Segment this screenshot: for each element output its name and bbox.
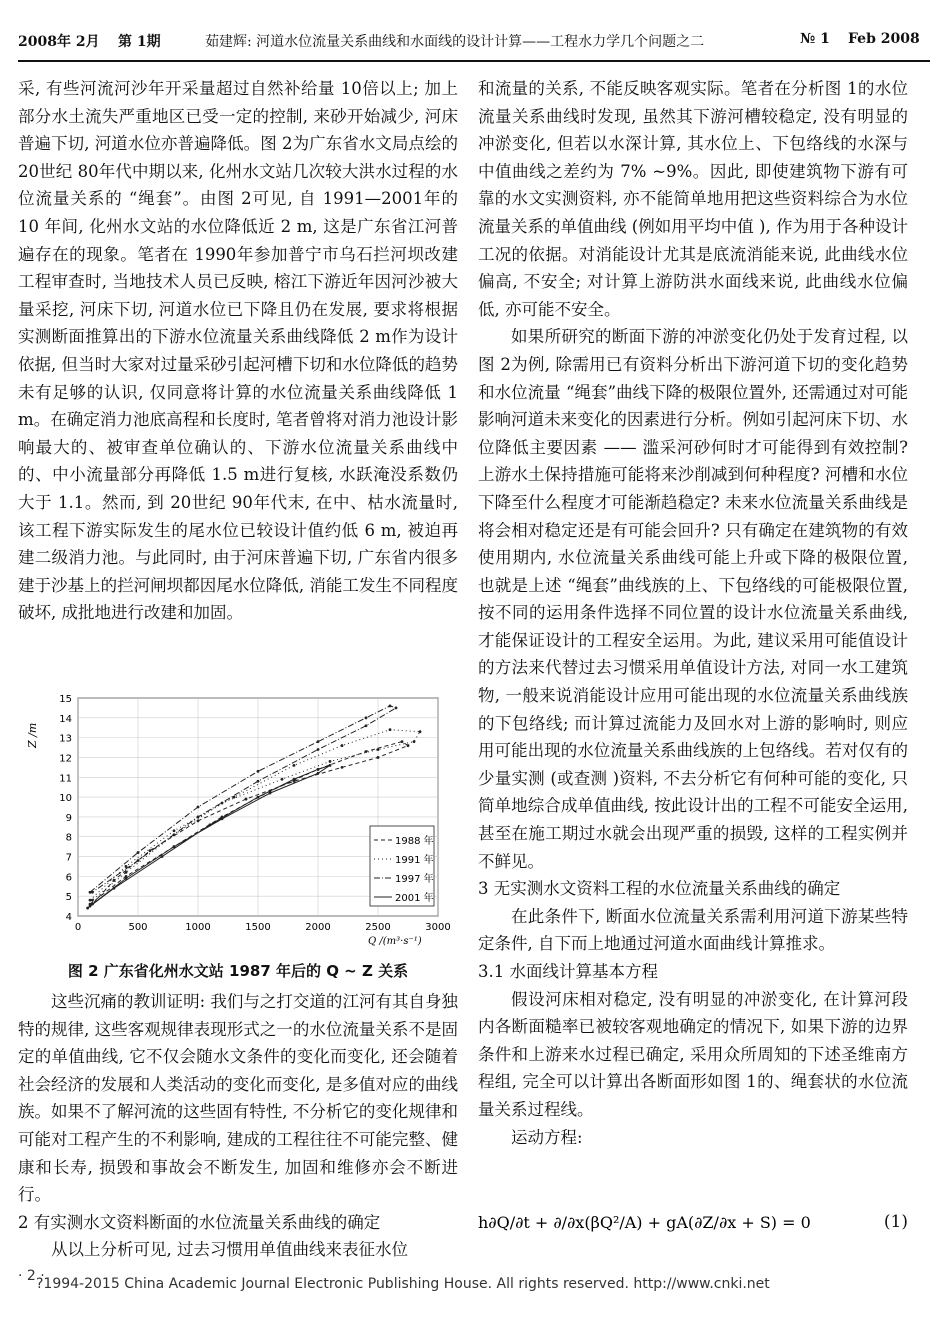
data-point bbox=[197, 806, 200, 809]
data-point bbox=[341, 744, 344, 747]
data-point bbox=[389, 728, 392, 731]
data-point bbox=[257, 770, 260, 773]
data-point bbox=[281, 778, 284, 781]
data-point bbox=[161, 855, 164, 858]
data-point bbox=[341, 766, 344, 769]
data-point bbox=[137, 851, 140, 854]
section-2-title: 2 有实测水文资料断面的水位流量关系曲线的确定 bbox=[18, 1212, 381, 1232]
data-point bbox=[245, 798, 248, 801]
data-point bbox=[89, 899, 92, 902]
equation-number: (1) bbox=[883, 1212, 908, 1232]
right-column bbox=[478, 75, 908, 1151]
y-tick-label: 4 bbox=[65, 912, 72, 923]
x-tick-label: 500 bbox=[128, 922, 148, 933]
y-tick-label: 12 bbox=[59, 753, 72, 765]
equation-1-graphic bbox=[478, 1206, 908, 1240]
legend-label: 2001 年 bbox=[395, 893, 434, 904]
right-paragraph-5: 运动方程: bbox=[511, 1127, 583, 1147]
data-point bbox=[317, 772, 320, 775]
legend-label: 1988 年 bbox=[395, 836, 434, 847]
figure-2-chart bbox=[18, 688, 458, 956]
data-point bbox=[113, 887, 116, 890]
data-point bbox=[413, 740, 416, 743]
data-point bbox=[125, 865, 128, 868]
header-running-title: 茹建辉: 河道水位流量关系曲线和水面线的设计计算——工程水力学几个问题之二 bbox=[205, 34, 705, 50]
data-point bbox=[377, 756, 380, 759]
y-tick-label: 14 bbox=[59, 713, 72, 725]
data-point bbox=[365, 724, 368, 727]
left-paragraph-2: 这些沉痛的教训证明: 我们与之打交道的江河有其自身独特的规律, 这些客观规律表现形式之一的水位流量关系不是固定的单值曲线, 它不仅会随水文条件的变化而变化, 还会随着社会经济的发展和人类活动的变化而变化, 是多值对应的曲线族。如果不了解河流的这些固有特性, 不分析它的变化规律和可能对工程产生的不利影响, 建成的工程往往不可能完整、健康和长寿, 损毁和事故会不断发生, 加固和维修亦会不断进行。 bbox=[18, 992, 458, 1205]
data-point bbox=[125, 877, 128, 880]
data-point bbox=[209, 823, 212, 826]
data-point bbox=[89, 905, 92, 908]
right-paragraph-4: 假设河床相对稳定, 没有明显的冲淤变化, 在计算河段内各断面糙率已被较客观地确定的情况下, 如果下游的边界条件和上游来水过程已确定, 采用众所周知的下述圣维南方程组, 完全可以计算出各断面形如图 1的、绳套状的水位流量关系过程线。 bbox=[478, 989, 908, 1119]
data-point bbox=[401, 740, 404, 743]
right-paragraph-2: 如果所研究的断面下游的冲淤变化仍处于发育过程, 以图 2为例, 除需用已有资料分析出下游河道下切的变化趋势和水位流量 “绳套”曲线下降的极限位置外, 还需通过对可能影响河道未来变化的因素进行分析。例如引起河床下切、水位降低主要因素 —— 滥采河砂何时才可能得到有效控制? 上游水土保持措施可能将来沙削减到何种程度? 河槽和水位下降至什么程度才可能渐趋稳定? 未来水位流量关系曲线是将会相对稳定还是有可能会回升? 只有确定在建筑物的有效使用期内, 水位流量关系曲线可能上升或下降的极限位置, 也就是上述 “绳套”曲线族的上、下包络线的可能极限位置, 按不同的运用条件选择不同位置的设计水位流量关系曲线, 才能保证设计的工程安全运用。为此, 建议采用可能值设计的方法来代替过去习惯采用单值设计方法, 对同一水工建筑物, 一般来说消能设计应用可能出现的水位流量关系曲线族的下包络线; 而计算过流能力及回水对上游的影响时, 则应用可能出现的水位流量关系曲线族的上包络线。若对仅有的少量实测 (或查测 )资料, 不去分析它有何种可能的变化, 只简单地综合成单值曲线, 按此设计出的工程不可能安全运用, 甚至在施工期过水就会出现严重的损毁, 这样的工程实例并不鲜见。 bbox=[478, 327, 908, 871]
left-column-lower bbox=[18, 988, 458, 1264]
data-point bbox=[221, 817, 224, 820]
copyright-line: ?1994-2015 China Academic Journal Electronic Publishing House. All rights reserved. http://www.cnki.net bbox=[36, 1276, 770, 1292]
data-point bbox=[395, 707, 398, 710]
x-tick-label: 1500 bbox=[245, 922, 271, 933]
y-tick-label: 9 bbox=[65, 812, 72, 824]
data-point bbox=[317, 748, 320, 751]
header-volume-no: 第 1期 bbox=[118, 34, 161, 50]
x-tick-label: 3000 bbox=[425, 922, 451, 933]
svg-text:h∂Q/∂t + ∂/∂x(βQ²/A) + gA(∂Z/∂: h∂Q/∂t + ∂/∂x(βQ²/A) + gA(∂Z/∂x + S) = 0 bbox=[478, 1213, 811, 1232]
data-point bbox=[257, 780, 260, 783]
y-tick-label: 11 bbox=[59, 773, 72, 785]
y-axis-label: Z /m bbox=[26, 722, 39, 748]
data-point bbox=[125, 871, 128, 874]
data-point bbox=[389, 705, 392, 708]
section-3-title: 3 无实测水文资料工程的水位流量关系曲线的确定 bbox=[478, 879, 841, 899]
left-column bbox=[18, 75, 458, 627]
section-3-1-title: 3.1 水面线计算基本方程 bbox=[478, 962, 658, 981]
data-point bbox=[197, 816, 200, 819]
data-point bbox=[269, 792, 272, 795]
x-tick-label: 0 bbox=[74, 922, 82, 933]
data-point bbox=[91, 899, 94, 902]
data-point bbox=[89, 891, 92, 894]
data-point bbox=[173, 829, 176, 832]
figure-caption: 图 2 广东省化州水文站 1987 年后的 Q ~ Z 关系 bbox=[67, 962, 409, 980]
header-rule bbox=[18, 60, 930, 62]
right-paragraph-3: 在此条件下, 断面水位流量关系需利用河道下游某些特定条件, 自下而上地通过河道水面曲线计算推求。 bbox=[478, 906, 908, 954]
series-line-2 bbox=[90, 706, 396, 892]
data-point bbox=[197, 819, 200, 822]
page-header bbox=[0, 25, 950, 57]
data-point bbox=[257, 796, 260, 799]
data-point bbox=[293, 778, 296, 781]
y-tick-label: 8 bbox=[65, 832, 72, 844]
data-point bbox=[365, 716, 368, 719]
y-tick-label: 5 bbox=[65, 892, 72, 904]
y-tick-label: 7 bbox=[65, 852, 72, 864]
data-point bbox=[293, 764, 296, 767]
y-tick-label: 10 bbox=[59, 793, 72, 805]
header-issue-right: № 1 bbox=[800, 31, 830, 47]
data-point bbox=[317, 768, 320, 771]
data-point bbox=[86, 907, 89, 910]
y-tick-label: 6 bbox=[65, 872, 72, 884]
data-point bbox=[329, 760, 332, 763]
motion-equation bbox=[478, 1206, 908, 1240]
data-point bbox=[329, 764, 332, 767]
data-point bbox=[173, 845, 176, 848]
header-date-right: Feb 2008 bbox=[848, 31, 920, 47]
left-paragraph-3: 从以上分析可见, 过去习惯用单值曲线来表征水位 bbox=[51, 1240, 408, 1260]
legend-label: 1997 年 bbox=[395, 874, 434, 885]
data-point bbox=[137, 859, 140, 862]
x-tick-label: 1000 bbox=[185, 922, 211, 933]
page-number: · 2 · bbox=[18, 1268, 45, 1284]
right-paragraph-1: 和流量的关系, 不能反映客观实际。笔者在分析图 1的水位流量关系曲线时发现, 虽然其下游河槽较稳定, 没有明显的冲淤变化, 但若以水深计算, 其水位上、下包络线的水深与中值曲线之差约为 7% ~9%。因此, 即使建筑物下游有可靠的水文实测资料, 亦不能简单地用把这些资料综合为水位流量关系的单值曲线 (例如用平均中值 ), 作为用于各种设计工况的依据。对消能设计尤其是底流消能来说, 此曲线水位偏高, 不安全; 对计算上游防洪水面线来说, 此曲线水位偏低, 亦可能不安全。 bbox=[478, 79, 908, 319]
x-axis-label: Q /(m³·s⁻¹) bbox=[368, 936, 422, 947]
y-tick-label: 13 bbox=[59, 733, 72, 745]
x-tick-label: 2500 bbox=[365, 922, 391, 933]
y-tick-label: 15 bbox=[59, 694, 72, 705]
data-point bbox=[419, 730, 422, 733]
legend-label: 1991 年 bbox=[395, 855, 434, 866]
data-point bbox=[91, 891, 94, 894]
data-point bbox=[377, 748, 380, 751]
data-point bbox=[317, 740, 320, 743]
left-paragraph-1: 采, 有些河流河沙年开采量超过自然补给量 10倍以上; 加上部分水土流失严重地区已受一定的控制, 来砂开始减少, 河床普遍下切, 河道水位亦普遍降低。图 2为广东省水文局点绘的 20世纪 80年代中期以来, 化州水文站几次较大洪水过程的水位流量关系的 “绳套”。由图 2可见, 自 1991—2001年的 10 年间, 化州水文站的水位降低近 2 m, 这是广东省江河普遍存在的现象。笔者在 1990年参加普宁市乌石拦河坝改建工程审查时, 当地技术人员已反映, 榕江下游近年因河沙被大量采挖, 河床下切, 河道水位已下降且仍在发展, 要求将根据实测断面推算出的下游水位流量关系曲线降低 2 m作为设计依据, 但当时大家对过量采砂引起河槽下切和水位降低的趋势未有足够的认识, 仅同意将计算的水位流量关系曲线降低 1 m。在确定消力池底高程和长度时, 笔者曾将对消力池设计影响最大的、被审查单位确认的、下游水位流量关系曲线中的、中小流量部分再降低 1.5 m进行复核, 水跃淹没系数仍大于 1.1。然而, 到 20世纪 90年代末, 在中、枯水流量时, 该工程下游实际发生的尾水位已较设计值约低 6 m, 被迫再建二级消力池。与此同时, 由于河床普遍下切, 广东省内很多建于沙基上的拦河闸坝都因尾水位降低, 消能工发生不同程度破坏, 成批地进行改建和加固。 bbox=[18, 79, 458, 623]
data-point bbox=[407, 744, 410, 747]
x-tick-label: 2000 bbox=[305, 922, 331, 933]
data-point bbox=[233, 796, 236, 799]
header-year-issue: 2008年 2月 bbox=[18, 34, 100, 50]
